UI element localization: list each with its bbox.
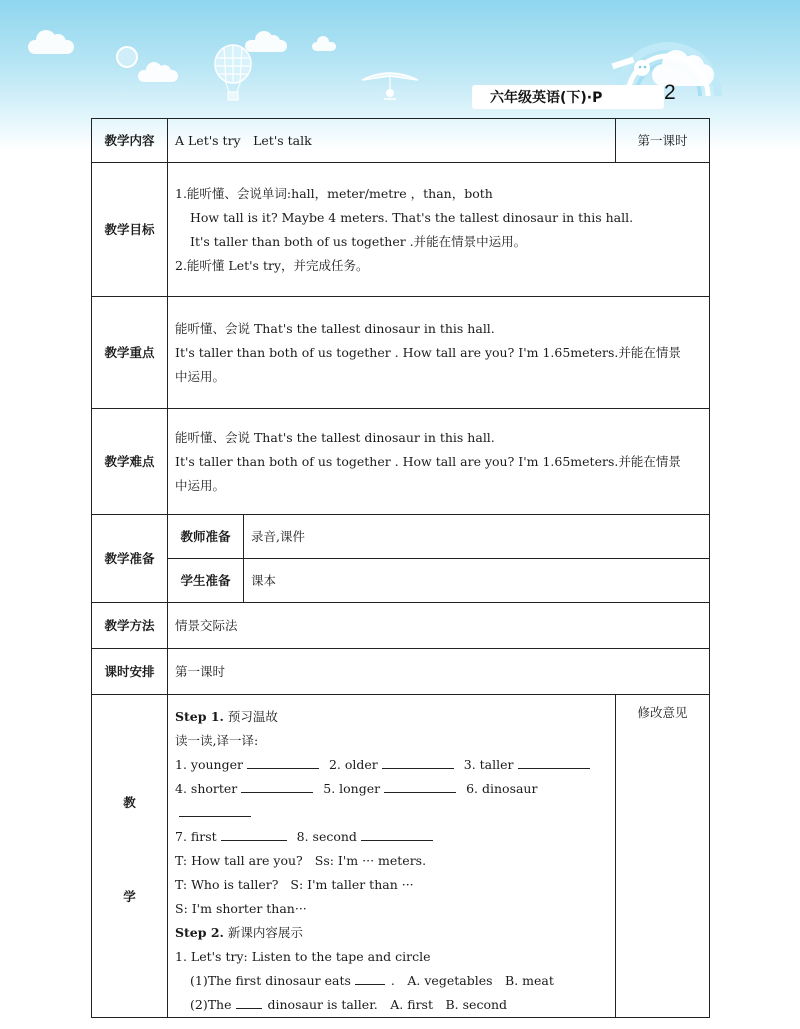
- try-line: 1. Let's try: Listen to the tape and circle: [175, 949, 431, 964]
- read-line: 读一读,译一译:: [175, 733, 259, 748]
- schedule-value: 第一课时: [168, 649, 710, 695]
- cloud-decoration: [138, 70, 178, 82]
- process-label: [92, 695, 168, 1018]
- teacher-prep-label: 教师准备: [168, 515, 244, 559]
- word-item: 5. longer: [323, 781, 381, 796]
- dialog-text: Ss: I'm ··· meters.: [314, 853, 427, 868]
- process-content: [168, 695, 616, 1018]
- word-item: 8. second: [296, 829, 357, 844]
- hot-air-balloon-icon: [208, 44, 258, 106]
- dialog-text: T: How tall are you?: [175, 853, 303, 868]
- cloud-decoration: [28, 40, 74, 54]
- answer-blank[interactable]: [382, 754, 454, 769]
- goals-row: [92, 163, 710, 297]
- goal-line: 2.能听懂 Let's try，并完成任务。: [175, 257, 369, 273]
- answer-blank[interactable]: [236, 994, 262, 1009]
- schedule-row: [92, 649, 710, 695]
- question-text: (2)The: [190, 997, 232, 1012]
- difficulty-line: It's taller than both of us together . How tall are you? I'm 1.65meters.并能在情景: [175, 453, 681, 469]
- answer-blank[interactable]: [361, 826, 433, 841]
- answer-blank[interactable]: [221, 826, 287, 841]
- goal-line: How tall is it? Maybe 4 meters. That's the tallest dinosaur in this hall.: [190, 209, 634, 225]
- content-label: 教学内容: [92, 119, 168, 163]
- difficulties-content: [168, 409, 710, 515]
- word-item: 2. older: [328, 757, 378, 772]
- key-points-label: 教学重点: [92, 297, 168, 409]
- dialog-line-2: [175, 873, 608, 897]
- dialog-text: T: Who is taller?: [175, 877, 279, 892]
- cloud-decoration: [312, 42, 336, 51]
- key-point-line: 能听懂、会说 That's the tallest dinosaur in this hall.: [175, 320, 495, 336]
- book-title: 六年级英语(下)·P: [490, 90, 603, 106]
- word-item: 3. taller: [463, 757, 514, 772]
- method-row: [92, 603, 710, 649]
- key-points-row: [92, 297, 710, 409]
- preparation-teacher-row: [92, 515, 710, 559]
- step2-line: [175, 921, 608, 945]
- content-value: A Let's try Let's talk: [168, 119, 616, 163]
- difficulties-row: [92, 409, 710, 515]
- answer-blank[interactable]: [247, 754, 319, 769]
- word-item: 7. first: [175, 829, 217, 844]
- answer-blank[interactable]: [355, 970, 385, 985]
- process-label-bottom: 学: [123, 889, 136, 904]
- question-text: dinosaur is taller. A. first B. second: [267, 997, 508, 1012]
- content-row: [92, 119, 710, 163]
- question-text: . A. vegetables B. meat: [390, 973, 554, 988]
- question-text: (1)The first dinosaur eats: [190, 973, 351, 988]
- goals-label: 教学目标: [92, 163, 168, 297]
- preparation-label: 教学准备: [92, 515, 168, 603]
- question-2: [175, 993, 608, 1017]
- word-item: 4. shorter: [175, 781, 238, 796]
- step1-bold: Step 1.: [175, 709, 224, 724]
- method-value: 情景交际法: [168, 603, 710, 649]
- difficulties-label: 教学难点: [92, 409, 168, 515]
- word-item: 1. younger: [175, 757, 243, 772]
- dialog-line-3: S: I'm shorter than···: [175, 901, 307, 916]
- preparation-student-row: [92, 559, 710, 603]
- step1-line: [175, 705, 608, 729]
- teacher-prep-value: 录音,课件: [244, 515, 710, 559]
- goals-content: [168, 163, 710, 297]
- answer-blank[interactable]: [518, 754, 590, 769]
- process-row: [92, 695, 710, 1018]
- answer-blank[interactable]: [384, 778, 456, 793]
- difficulty-line: 能听懂、会说 That's the tallest dinosaur in this hall.: [175, 429, 495, 445]
- word-item: 6. dinosaur: [466, 781, 538, 796]
- hang-glider-icon: [360, 66, 420, 102]
- key-point-line: 中运用。: [175, 368, 226, 384]
- words-line-2: [175, 777, 608, 825]
- revision-header: 修改意见: [637, 705, 688, 720]
- dialog-text: S: I'm taller than ···: [290, 877, 414, 892]
- cloud-decoration: [652, 64, 714, 86]
- period-value: 第一课时: [616, 119, 710, 163]
- goal-line: 1.能听懂、会说单词:hall，meter/metre ，than，both: [175, 185, 493, 201]
- lesson-plan-table: [91, 118, 710, 1018]
- student-prep-label: 学生准备: [168, 559, 244, 603]
- words-line-3: [175, 825, 608, 849]
- step1-text: 预习温故: [227, 709, 278, 724]
- method-label: 教学方法: [92, 603, 168, 649]
- answer-blank[interactable]: [241, 778, 313, 793]
- words-line-1: [175, 753, 608, 777]
- goal-line: It's taller than both of us together .并能在情景中运用。: [190, 233, 527, 249]
- question-1: [175, 969, 608, 993]
- step2-text: 新课内容展示: [227, 925, 303, 940]
- student-prep-value: 课本: [244, 559, 710, 603]
- schedule-label: 课时安排: [92, 649, 168, 695]
- key-point-line: It's taller than both of us together . How tall are you? I'm 1.65meters.并能在情景: [175, 344, 681, 360]
- step2-bold: Step 2.: [175, 925, 224, 940]
- sun-decoration: [116, 46, 138, 68]
- page-number: 2: [664, 81, 676, 104]
- revision-column: [616, 695, 710, 1018]
- process-label-top: 教: [123, 795, 136, 810]
- key-points-content: [168, 297, 710, 409]
- answer-blank[interactable]: [179, 802, 251, 817]
- dialog-line-1: [175, 849, 608, 873]
- difficulty-line: 中运用。: [175, 477, 226, 493]
